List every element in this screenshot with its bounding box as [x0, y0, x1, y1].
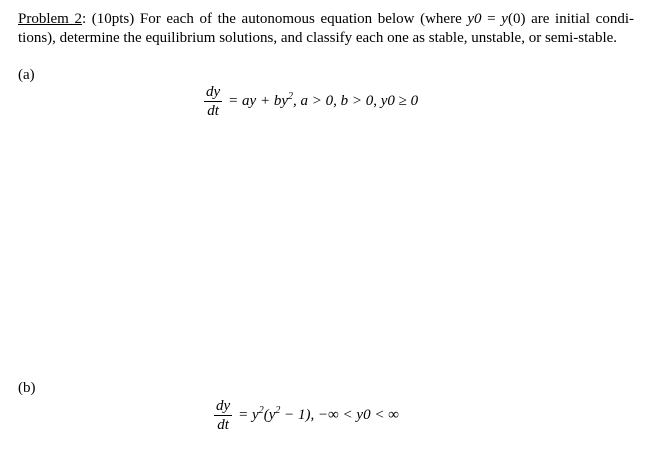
- part-b-equation: [214, 398, 399, 433]
- problem-text-end: are initial condi- tions), determine the equilibrium solutions, and classify each one as stable, unstable, or semi-stable.: [18, 11, 634, 46]
- part-b-rhs-main: = y: [238, 407, 259, 423]
- part-b-label: (b): [18, 380, 36, 396]
- part-b-denominator: dt: [217, 417, 229, 433]
- part-b-fraction: [214, 398, 232, 433]
- part-b-rhs-conditions: − 1), −∞ < y0 < ∞: [280, 407, 399, 423]
- problem-text-start: : (10pts) For each of the autonomous equation below (where: [81, 11, 468, 27]
- part-a-denominator: dt: [207, 103, 219, 119]
- part-a-rhs-conditions: , a > 0, b > 0, y0 ≥ 0: [292, 93, 419, 109]
- inline-math-zero: (0): [507, 11, 526, 27]
- part-b-rhs-exponent-1: 2: [258, 405, 264, 416]
- part-a-equation: [204, 84, 418, 119]
- part-a-rhs-exponent: 2: [287, 91, 293, 102]
- problem-label: Problem 2: [18, 11, 82, 27]
- part-b-numerator: dy: [216, 398, 231, 414]
- problem-statement: [18, 10, 634, 48]
- part-a-rhs-main: = ay + by: [228, 93, 288, 109]
- inline-math-equals: =: [481, 11, 502, 27]
- part-b-rhs-paren: (y: [263, 407, 276, 423]
- part-a-fraction: [204, 84, 222, 119]
- inline-math-y0: y0: [467, 11, 482, 27]
- inline-math-y: y: [501, 11, 508, 27]
- part-a-numerator: dy: [206, 84, 221, 100]
- part-a-rhs: [228, 93, 418, 110]
- part-b-rhs-exponent-2: 2: [275, 405, 281, 416]
- part-a-label: (a): [18, 67, 35, 83]
- part-b-rhs: [238, 407, 399, 424]
